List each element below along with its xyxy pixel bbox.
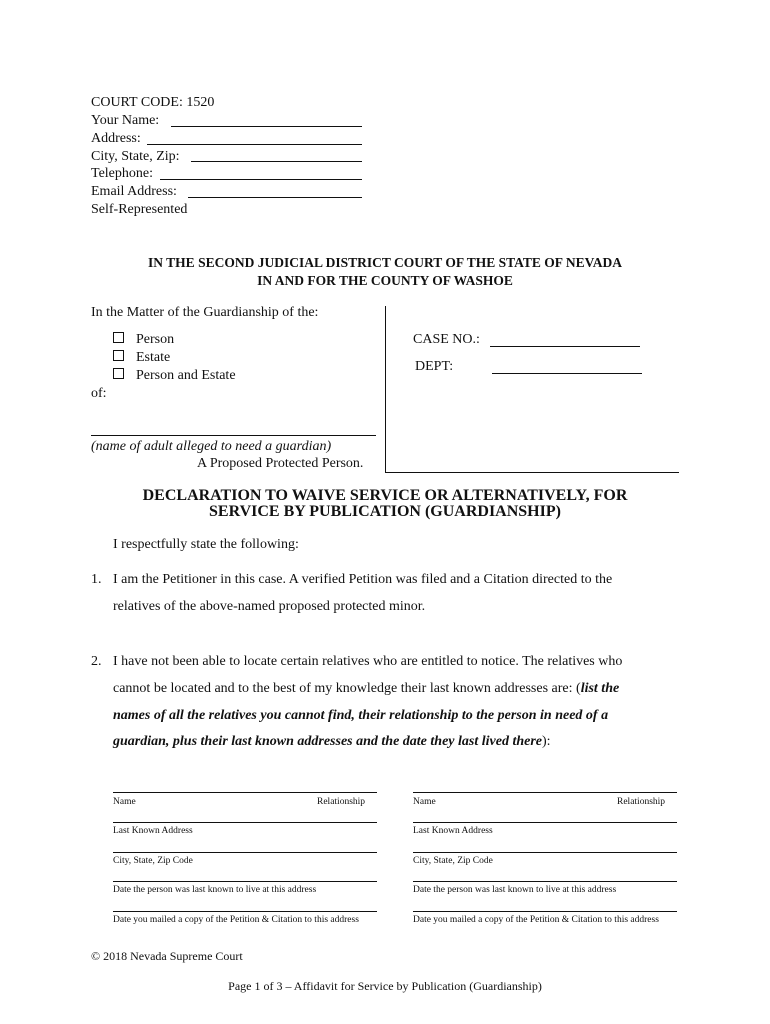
paragraph-2-line4 bbox=[113, 734, 551, 750]
relative-2-address-field[interactable] bbox=[413, 822, 677, 823]
your-name-field[interactable] bbox=[171, 126, 362, 127]
case-no-label: CASE NO.: bbox=[413, 332, 480, 347]
relative-2-name-label: Name bbox=[413, 797, 436, 807]
option-estate-label: Estate bbox=[136, 350, 171, 365]
relative-2-date-mailed-label: Date you mailed a copy of the Petition & Citation to this address bbox=[413, 915, 659, 925]
checkbox-icon[interactable] bbox=[113, 350, 124, 361]
relative-2-relationship-label: Relationship bbox=[617, 797, 666, 807]
address-label: Address: bbox=[91, 131, 141, 146]
relative-1-address-label: Last Known Address bbox=[113, 826, 193, 836]
self-represented-label: Self-Represented bbox=[91, 202, 188, 217]
option-person-and-estate[interactable] bbox=[113, 368, 236, 384]
relative-2-name-field[interactable] bbox=[413, 792, 677, 793]
paragraph-1-number: 1. bbox=[91, 572, 102, 587]
paragraph-2-line4-end: ): bbox=[542, 734, 551, 749]
telephone-label: Telephone: bbox=[91, 166, 153, 181]
doc-title-line1: DECLARATION TO WAIVE SERVICE OR ALTERNATIVELY, FOR bbox=[142, 487, 628, 504]
your-name-label: Your Name: bbox=[91, 113, 160, 128]
paragraph-2-line2-emphasis: list the bbox=[580, 681, 620, 696]
relative-1-date-lived-label: Date the person was last known to live at this address bbox=[113, 885, 317, 895]
relative-1-date-lived-field[interactable] bbox=[113, 881, 377, 882]
relative-2-date-mailed-field[interactable] bbox=[413, 911, 677, 912]
proposed-person-name-field[interactable] bbox=[91, 435, 376, 436]
relative-2-city-label: City, State, Zip Code bbox=[413, 856, 493, 866]
relative-2-address-label: Last Known Address bbox=[413, 826, 493, 836]
relative-1-city-field[interactable] bbox=[113, 852, 377, 853]
paragraph-1-line2: relatives of the above-named proposed protected minor. bbox=[113, 599, 426, 614]
doc-title-line2: SERVICE BY PUBLICATION (GUARDIANSHIP) bbox=[209, 503, 561, 520]
relative-1-city-label: City, State, Zip Code bbox=[113, 856, 193, 866]
relative-1-address-field[interactable] bbox=[113, 822, 377, 823]
relative-1-date-mailed-field[interactable] bbox=[113, 911, 377, 912]
copyright-text: © 2018 Nevada Supreme Court bbox=[91, 949, 243, 963]
option-person[interactable] bbox=[113, 332, 174, 348]
checkbox-icon[interactable] bbox=[113, 368, 124, 379]
court-heading-line1: IN THE SECOND JUDICIAL DISTRICT COURT OF THE STATE OF NEVADA bbox=[148, 255, 622, 270]
caption-divider-vertical bbox=[385, 306, 386, 473]
proposed-person-label: A Proposed Protected Person. bbox=[197, 456, 364, 471]
caption-divider-horizontal bbox=[385, 472, 679, 473]
page-footer: Page 1 of 3 – Affidavit for Service by Publication (Guardianship) bbox=[228, 979, 542, 993]
dept-field[interactable] bbox=[492, 373, 642, 374]
option-estate[interactable] bbox=[113, 350, 170, 366]
city-state-zip-field[interactable] bbox=[191, 161, 362, 162]
relative-1-date-mailed-label: Date you mailed a copy of the Petition & Citation to this address bbox=[113, 915, 359, 925]
paragraph-1-line1: I am the Petitioner in this case. A verified Petition was filed and a Citation directed to the bbox=[113, 572, 613, 587]
paragraph-2-line2-text: cannot be located and to the best of my knowledge their last known addresses are: ( bbox=[113, 681, 581, 696]
paragraph-2-number: 2. bbox=[91, 654, 102, 669]
dept-label: DEPT: bbox=[415, 359, 454, 374]
option-person-label: Person bbox=[136, 332, 175, 347]
paragraph-2-line1: I have not been able to locate certain relatives who are entitled to notice. The relatives who bbox=[113, 654, 623, 669]
paragraph-2-line4-emphasis: guardian, plus their last known addresses and the date they last lived there bbox=[113, 734, 542, 749]
case-no-field[interactable] bbox=[490, 346, 640, 347]
city-state-zip-label: City, State, Zip: bbox=[91, 149, 180, 164]
intro-text: I respectfully state the following: bbox=[113, 537, 299, 552]
email-label: Email Address: bbox=[91, 184, 177, 199]
relative-2-date-lived-label: Date the person was last known to live at this address bbox=[413, 885, 617, 895]
relative-1-relationship-label: Relationship bbox=[317, 797, 366, 807]
of-label: of: bbox=[91, 386, 107, 401]
checkbox-icon[interactable] bbox=[113, 332, 124, 343]
relative-1-name-field[interactable] bbox=[113, 792, 377, 793]
relative-2-date-lived-field[interactable] bbox=[413, 881, 677, 882]
relative-2-city-field[interactable] bbox=[413, 852, 677, 853]
court-code: COURT CODE: 1520 bbox=[91, 95, 215, 110]
paragraph-2-line2 bbox=[113, 681, 619, 697]
telephone-field[interactable] bbox=[160, 179, 362, 180]
relative-1-name-label: Name bbox=[113, 797, 136, 807]
address-field[interactable] bbox=[147, 144, 362, 145]
court-heading-line2: IN AND FOR THE COUNTY OF WASHOE bbox=[257, 273, 513, 288]
email-field[interactable] bbox=[188, 197, 362, 198]
paragraph-2-line3: names of all the relatives you cannot find, their relationship to the person in need of a bbox=[113, 708, 609, 723]
matter-label: In the Matter of the Guardianship of the: bbox=[91, 305, 319, 320]
name-hint: (name of adult alleged to need a guardian) bbox=[91, 439, 332, 454]
option-person-and-estate-label: Person and Estate bbox=[136, 368, 236, 383]
